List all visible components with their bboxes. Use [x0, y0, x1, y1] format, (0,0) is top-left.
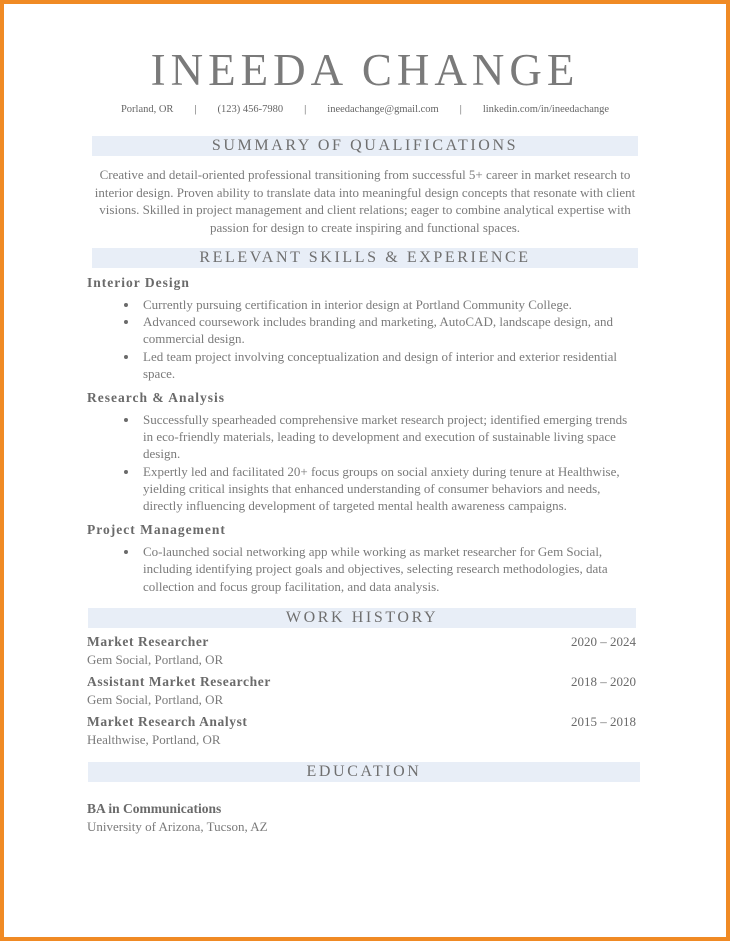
bullet-list — [4, 296, 640, 382]
education-heading: EDUCATION — [88, 762, 640, 782]
skill-group-title: Interior Design — [87, 275, 190, 290]
bullet-item: Advanced coursework includes branding and marketing, AutoCAD, landscape design, and commercial design. — [143, 313, 640, 347]
job-entry — [87, 673, 636, 709]
summary-heading: SUMMARY OF QUALIFICATIONS — [92, 136, 638, 156]
bullet-item: Co-launched social networking app while working as market researcher for Gem Social, including identifying project goals and objectives, selecting research methodologies, data collection and focus group facilitation, and data analysis. — [143, 543, 640, 595]
skill-group-project-management — [4, 521, 726, 595]
contact-linkedin: linkedin.com/in/ineedachange — [482, 104, 610, 115]
job-title: Market Research Analyst — [87, 713, 248, 729]
job-entry — [87, 713, 636, 749]
job-organization: Healthwise, Portland, OR — [87, 731, 221, 747]
contact-email: ineedachange@gmail.com — [327, 104, 439, 115]
skills-heading: RELEVANT SKILLS & EXPERIENCE — [92, 248, 638, 268]
skill-group-research-analysis — [4, 389, 726, 514]
bullet-list — [4, 411, 640, 514]
contact-phone: (123) 456-7980 — [217, 104, 284, 115]
bullet-item: Currently pursuing certification in interior design at Portland Community College. — [143, 296, 640, 313]
bullet-item: Successfully spearheaded comprehensive market research project; identified emerging trends in eco-friendly materials, leading to development and execution of sustainable living space design. — [143, 411, 640, 463]
contact-separator: | — [459, 104, 462, 115]
skill-group-interior-design — [4, 274, 726, 382]
job-dates: 2020 – 2024 — [571, 633, 636, 649]
work-heading: WORK HISTORY — [88, 608, 636, 628]
job-entry — [87, 633, 636, 669]
contact-separator: | — [194, 104, 197, 115]
contact-location: Porland, OR — [120, 104, 174, 115]
job-dates: 2018 – 2020 — [571, 673, 636, 689]
education-degree: BA in Communications — [87, 800, 222, 816]
resume-name: INEEDA CHANGE — [150, 45, 580, 95]
bullet-item: Expertly led and facilitated 20+ focus groups on social anxiety during tenure at Healthwise, yielding critical insights that enhanced understanding of consumer behaviors and needs, directly influencing development of targeted mental health awareness campaigns. — [143, 463, 640, 515]
skill-group-title: Project Management — [87, 522, 226, 538]
summary-text: Creative and detail-oriented professional transitioning from successful 5+ career in market research to interior design. Proven ability to translate data into meaningful design concepts that resonate with client visions. Skilled in project management and client relations; eager to combine analytical expertise with passion for design to create inspiring and functional spaces. — [94, 167, 636, 235]
skill-group-title: Research & Analysis — [87, 390, 226, 406]
education-entry — [87, 800, 726, 836]
education-school: University of Arizona, Tucson, AZ — [87, 818, 268, 834]
job-title: Assistant Market Researcher — [87, 673, 271, 689]
job-title: Market Researcher — [87, 633, 210, 649]
job-dates: 2015 – 2018 — [571, 713, 636, 729]
bullet-item: Led team project involving conceptualization and design of interior and exterior residential space. — [143, 348, 640, 382]
bullet-list — [4, 543, 640, 595]
contact-separator: | — [304, 104, 307, 115]
job-organization: Gem Social, Portland, OR — [87, 691, 224, 707]
job-organization: Gem Social, Portland, OR — [87, 651, 224, 667]
contact-line — [4, 104, 726, 115]
